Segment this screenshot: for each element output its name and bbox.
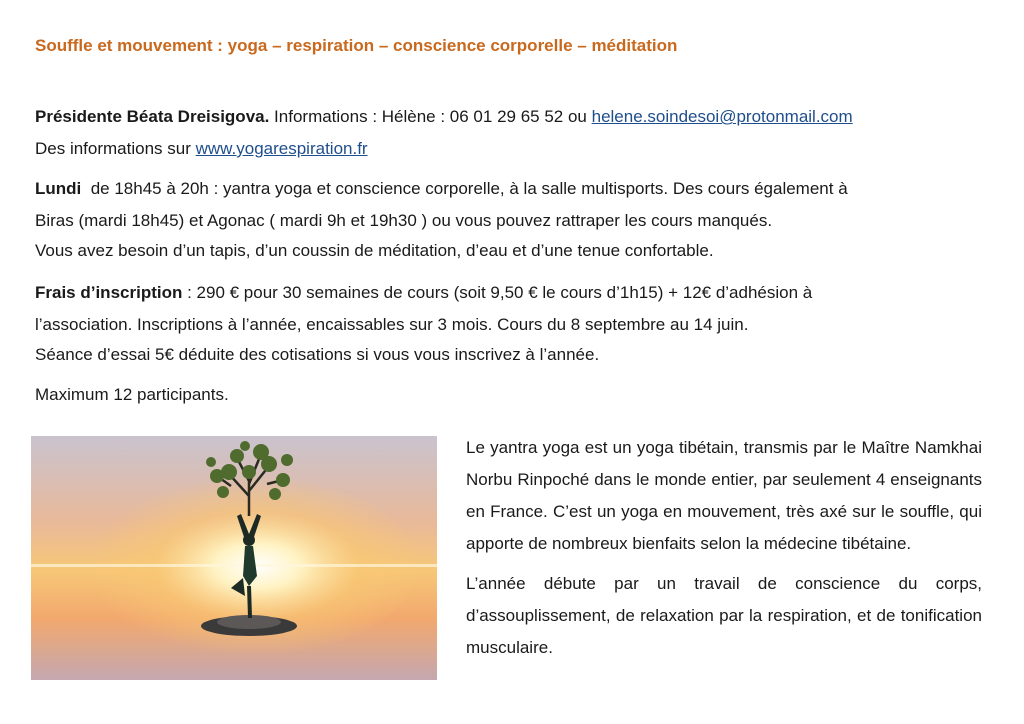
contact-line: [35, 102, 853, 132]
fees-line-2: l’association. Inscriptions à l’année, encaissables sur 3 mois. Cours du 8 septembre au 14 juin.: [35, 315, 749, 334]
president-label: Présidente Béata Dreisigova.: [35, 107, 270, 126]
schedule-line-3: Vous avez besoin d’un tapis, d’un coussin de méditation, d’eau et d’une tenue confortable.: [35, 241, 714, 260]
fees-line-3: Séance d’essai 5€ déduite des cotisations si vous vous inscrivez à l’année.: [35, 345, 600, 364]
website-line: [35, 134, 368, 164]
description-paragraph-2: L’année débute par un travail de conscience du corps, d’assouplissement, de relaxation par la respiration, et de tonification musculaire.: [466, 574, 982, 657]
max-participants: Maximum 12 participants.: [35, 385, 229, 404]
info-prefix: Informations : Hélène : 06 01 29 65 52 ou: [269, 107, 592, 126]
description-paragraph-1: Le yantra yoga est un yoga tibétain, transmis par le Maître Namkhai Norbu Rinpoché dans le monde entier, par seulement 4 enseignants en France. C’est un yoga en mouvement, très axé sur le souffle, qui apporte de nombreux bienfaits selon la médecine tibétaine.: [466, 438, 982, 553]
website-link[interactable]: www.yogarespiration.fr: [195, 139, 368, 158]
page-title: Souffle et mouvement : yoga – respiration – conscience corporelle – méditation: [35, 36, 678, 55]
schedule-text-1: de 18h45 à 20h : yantra yoga et conscience corporelle, à la salle multisports. Des cours également à: [81, 179, 848, 198]
schedule-line-2: Biras (mardi 18h45) et Agonac ( mardi 9h et 19h30 ) ou vous pouvez rattraper les cours manqués.: [35, 211, 773, 230]
fees-text-1: : 290 € pour 30 semaines de cours (soit 9,50 € le cours d’1h15) + 12€ d’adhésion à: [182, 283, 813, 302]
description-block: [466, 432, 982, 672]
schedule-line-1: [35, 174, 848, 204]
day-label: Lundi: [35, 179, 82, 198]
email-link[interactable]: helene.soindesoi@protonmail.com: [591, 107, 853, 126]
yoga-tree-illustration: [31, 436, 437, 680]
site-prefix: Des informations sur: [35, 139, 196, 158]
fees-line-1: [35, 278, 812, 308]
fees-label: Frais d’inscription: [35, 283, 183, 302]
